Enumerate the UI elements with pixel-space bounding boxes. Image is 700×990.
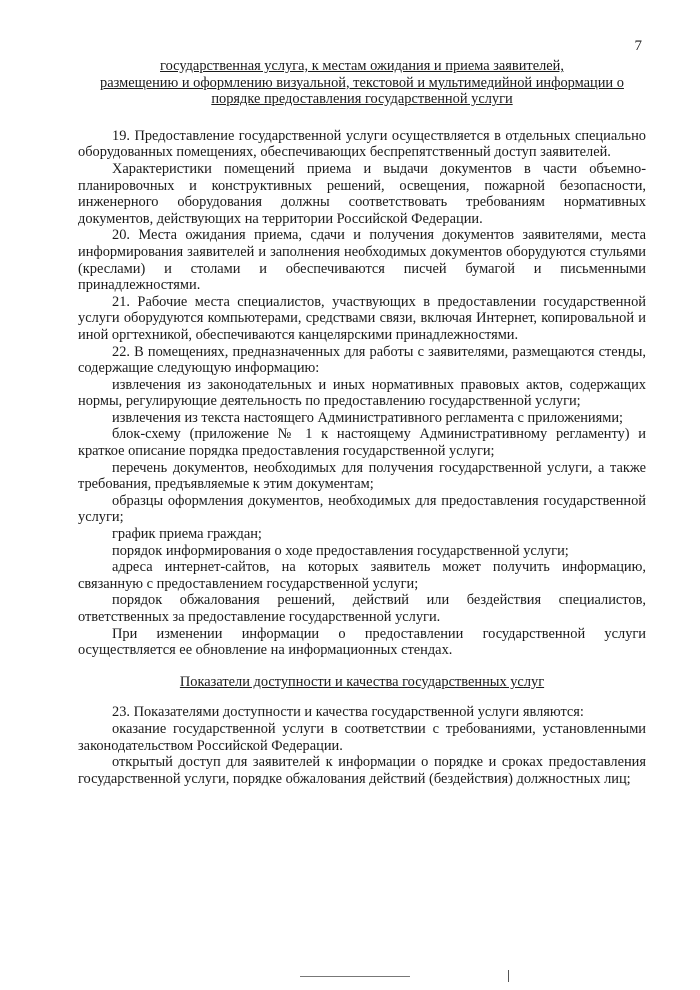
list-item: порядок обжалования решений, действий или бездействия специалистов, ответственных за предоставление государственной услуги. [78, 592, 646, 625]
list-item: перечень документов, необходимых для получения государственной услуги, а также требования, предъявляемые к этим документам; [78, 459, 646, 493]
section-title: Показатели доступности и качества государственных услуг [179, 673, 545, 690]
paragraph-update: При изменении информации о предоставлении государственной услуги осуществляется ее обновление на информационных стендах. [78, 625, 646, 659]
page-number: 7 [634, 38, 642, 54]
list-item: порядок информирования о ходе предоставления государственной услуги; [112, 542, 569, 559]
heading-line: порядке предоставления государственной услуги [211, 91, 513, 108]
list-item: оказание государственной услуги в соответствии с требованиями, установленными законодательством Российской Федерации. [78, 720, 646, 754]
top-heading [78, 58, 646, 108]
paragraph-22: 22. В помещениях, предназначенных для работы с заявителями, размещаются стенды, содержащие следующую информацию: [78, 343, 646, 377]
heading-line: размещению и оформлению визуальной, текстовой и мультимедийной информации о [100, 74, 624, 91]
list-item: извлечения из текста настоящего Административного регламента с приложениями; [112, 409, 624, 426]
paragraph-20: 20. Места ожидания приема, сдачи и получения документов заявителями, места информирования заявителей и заполнения необходимых документов оборудуются стульями (креслами) и столами и обеспечиваются писчей бумагой и письменными принадлежностями. [78, 227, 646, 294]
paragraph-23: 23. Показателями доступности и качества государственной услуги являются: [112, 704, 584, 721]
scan-artifact-tick [508, 970, 509, 982]
list-item: адреса интернет-сайтов, на которых заявитель может получить информацию, связанную с предоставлением государственной услуги; [78, 559, 646, 592]
paragraph-premises: Характеристики помещений приема и выдачи документов в части объемно-планировочных и конструктивных решений, освещения, пожарной безопасности, инженерного оборудования должны соответствовать требованиям нормативных документов, действующих на территории Российской Федерации. [78, 160, 646, 227]
paragraph-21: 21. Рабочие места специалистов, участвующих в предоставлении государственной услуги оборудуются компьютерами, средствами связи, включая Интернет, копировальной и иной оргтехникой, обеспечиваются канцелярскими принадлежностями. [78, 293, 646, 343]
list-item: извлечения из законодательных и иных нормативных правовых актов, содержащих нормы, регулирующие деятельность по предоставлению государственной услуги; [78, 376, 646, 410]
list-item: образцы оформления документов, необходимых для предоставления государственной услуги; [78, 492, 646, 526]
list-item: блок-схему (приложение № 1 к настоящему Административному регламенту) и краткое описание порядка предоставления государственной услуги; [78, 426, 646, 460]
document-body [78, 58, 646, 787]
list-item: открытый доступ для заявителей к информации о порядке и сроках предоставления государственной услуги, порядке обжалования действий (бездействия) должностных лиц; [78, 754, 646, 787]
heading-line: государственная услуга, к местам ожидания и приема заявителей, [160, 58, 564, 74]
list-item: график приема граждан; [112, 526, 262, 543]
scan-artifact-line [300, 976, 410, 977]
paragraph-19: 19. Предоставление государственной услуги осуществляется в отдельных специально оборудованных помещениях, обеспечивающих беспрепятственный доступ заявителей. [78, 127, 646, 161]
